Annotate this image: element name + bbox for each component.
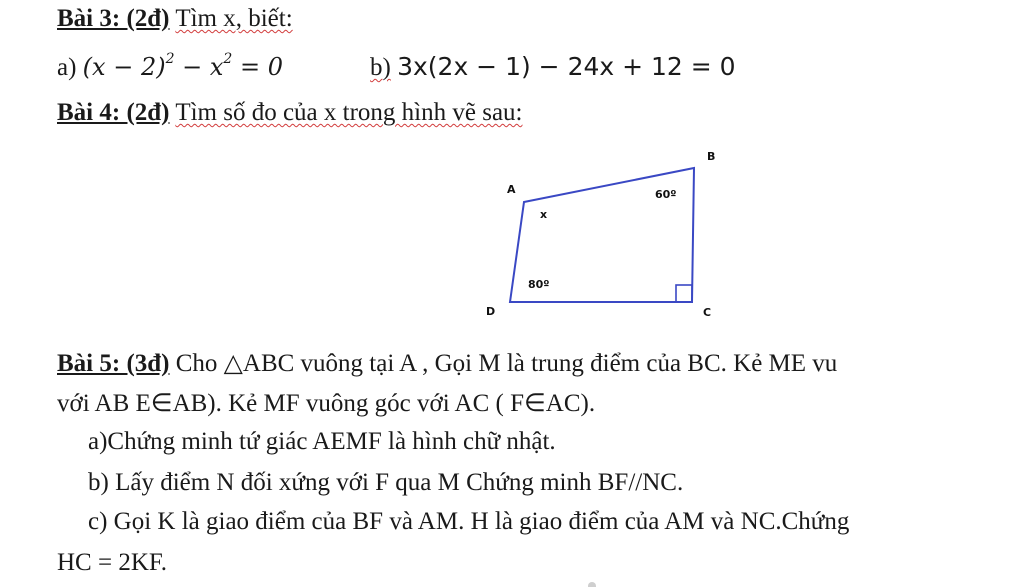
angle-label-x: x xyxy=(540,208,548,221)
bai3-b-label: b) xyxy=(370,54,391,81)
vertex-label-d: D xyxy=(486,305,496,318)
bai5-part-a: a)Chứng minh tứ giác AEMF là hình chữ nhật. xyxy=(88,428,556,455)
bai3-part-a xyxy=(57,52,283,83)
bai3-task: Tìm x, biết: xyxy=(175,5,293,32)
bai5-line-end: HC = 2KF. xyxy=(57,549,168,576)
vertex-label-c: C xyxy=(703,306,712,319)
bai5-line-2: với AB E∈AB). Kẻ MF vuông góc với AC ( F∈AC). xyxy=(57,390,596,417)
bai5-part-c: c) Gọi K là giao điểm của BF và AM. H là giao điểm của AM và NC.Chứng xyxy=(88,508,850,535)
vertex-label-b: B xyxy=(707,150,716,163)
angle-label-80: 80º xyxy=(528,278,550,291)
bai3-part-b xyxy=(370,52,736,83)
bai4-title-line xyxy=(57,98,522,128)
bai3-heading: Bài 3: (2đ) xyxy=(57,5,170,32)
bai3-title-line xyxy=(57,4,293,34)
bai5-heading: Bài 5: (3đ) xyxy=(57,350,170,377)
bai5-line-1 xyxy=(57,349,837,379)
page-edge-mark xyxy=(588,582,596,587)
bai5-text-1: Cho △ABC vuông tại A , Gọi M là trung điểm của BC. Kẻ ME vu xyxy=(175,350,838,377)
bai4-heading: Bài 4: (2đ) xyxy=(57,99,170,126)
quadrilateral-figure xyxy=(470,140,730,325)
bai3-b-equation: 3x(2x − 1) − 24x + 12 = 0 xyxy=(397,52,736,81)
vertex-label-a: A xyxy=(507,183,516,196)
bai4-task: Tìm số đo của x trong hình vẽ sau: xyxy=(175,99,523,126)
bai3-a-equation: $(x - 2)^2 - x^2 = 0$ xyxy=(82,51,283,81)
angle-label-60: 60º xyxy=(655,188,677,201)
right-angle-mark xyxy=(676,285,692,302)
bai3-a-label: a) xyxy=(57,54,77,81)
bai5-part-b: b) Lấy điểm N đối xứng với F qua M Chứng minh BF//NC. xyxy=(88,469,684,496)
